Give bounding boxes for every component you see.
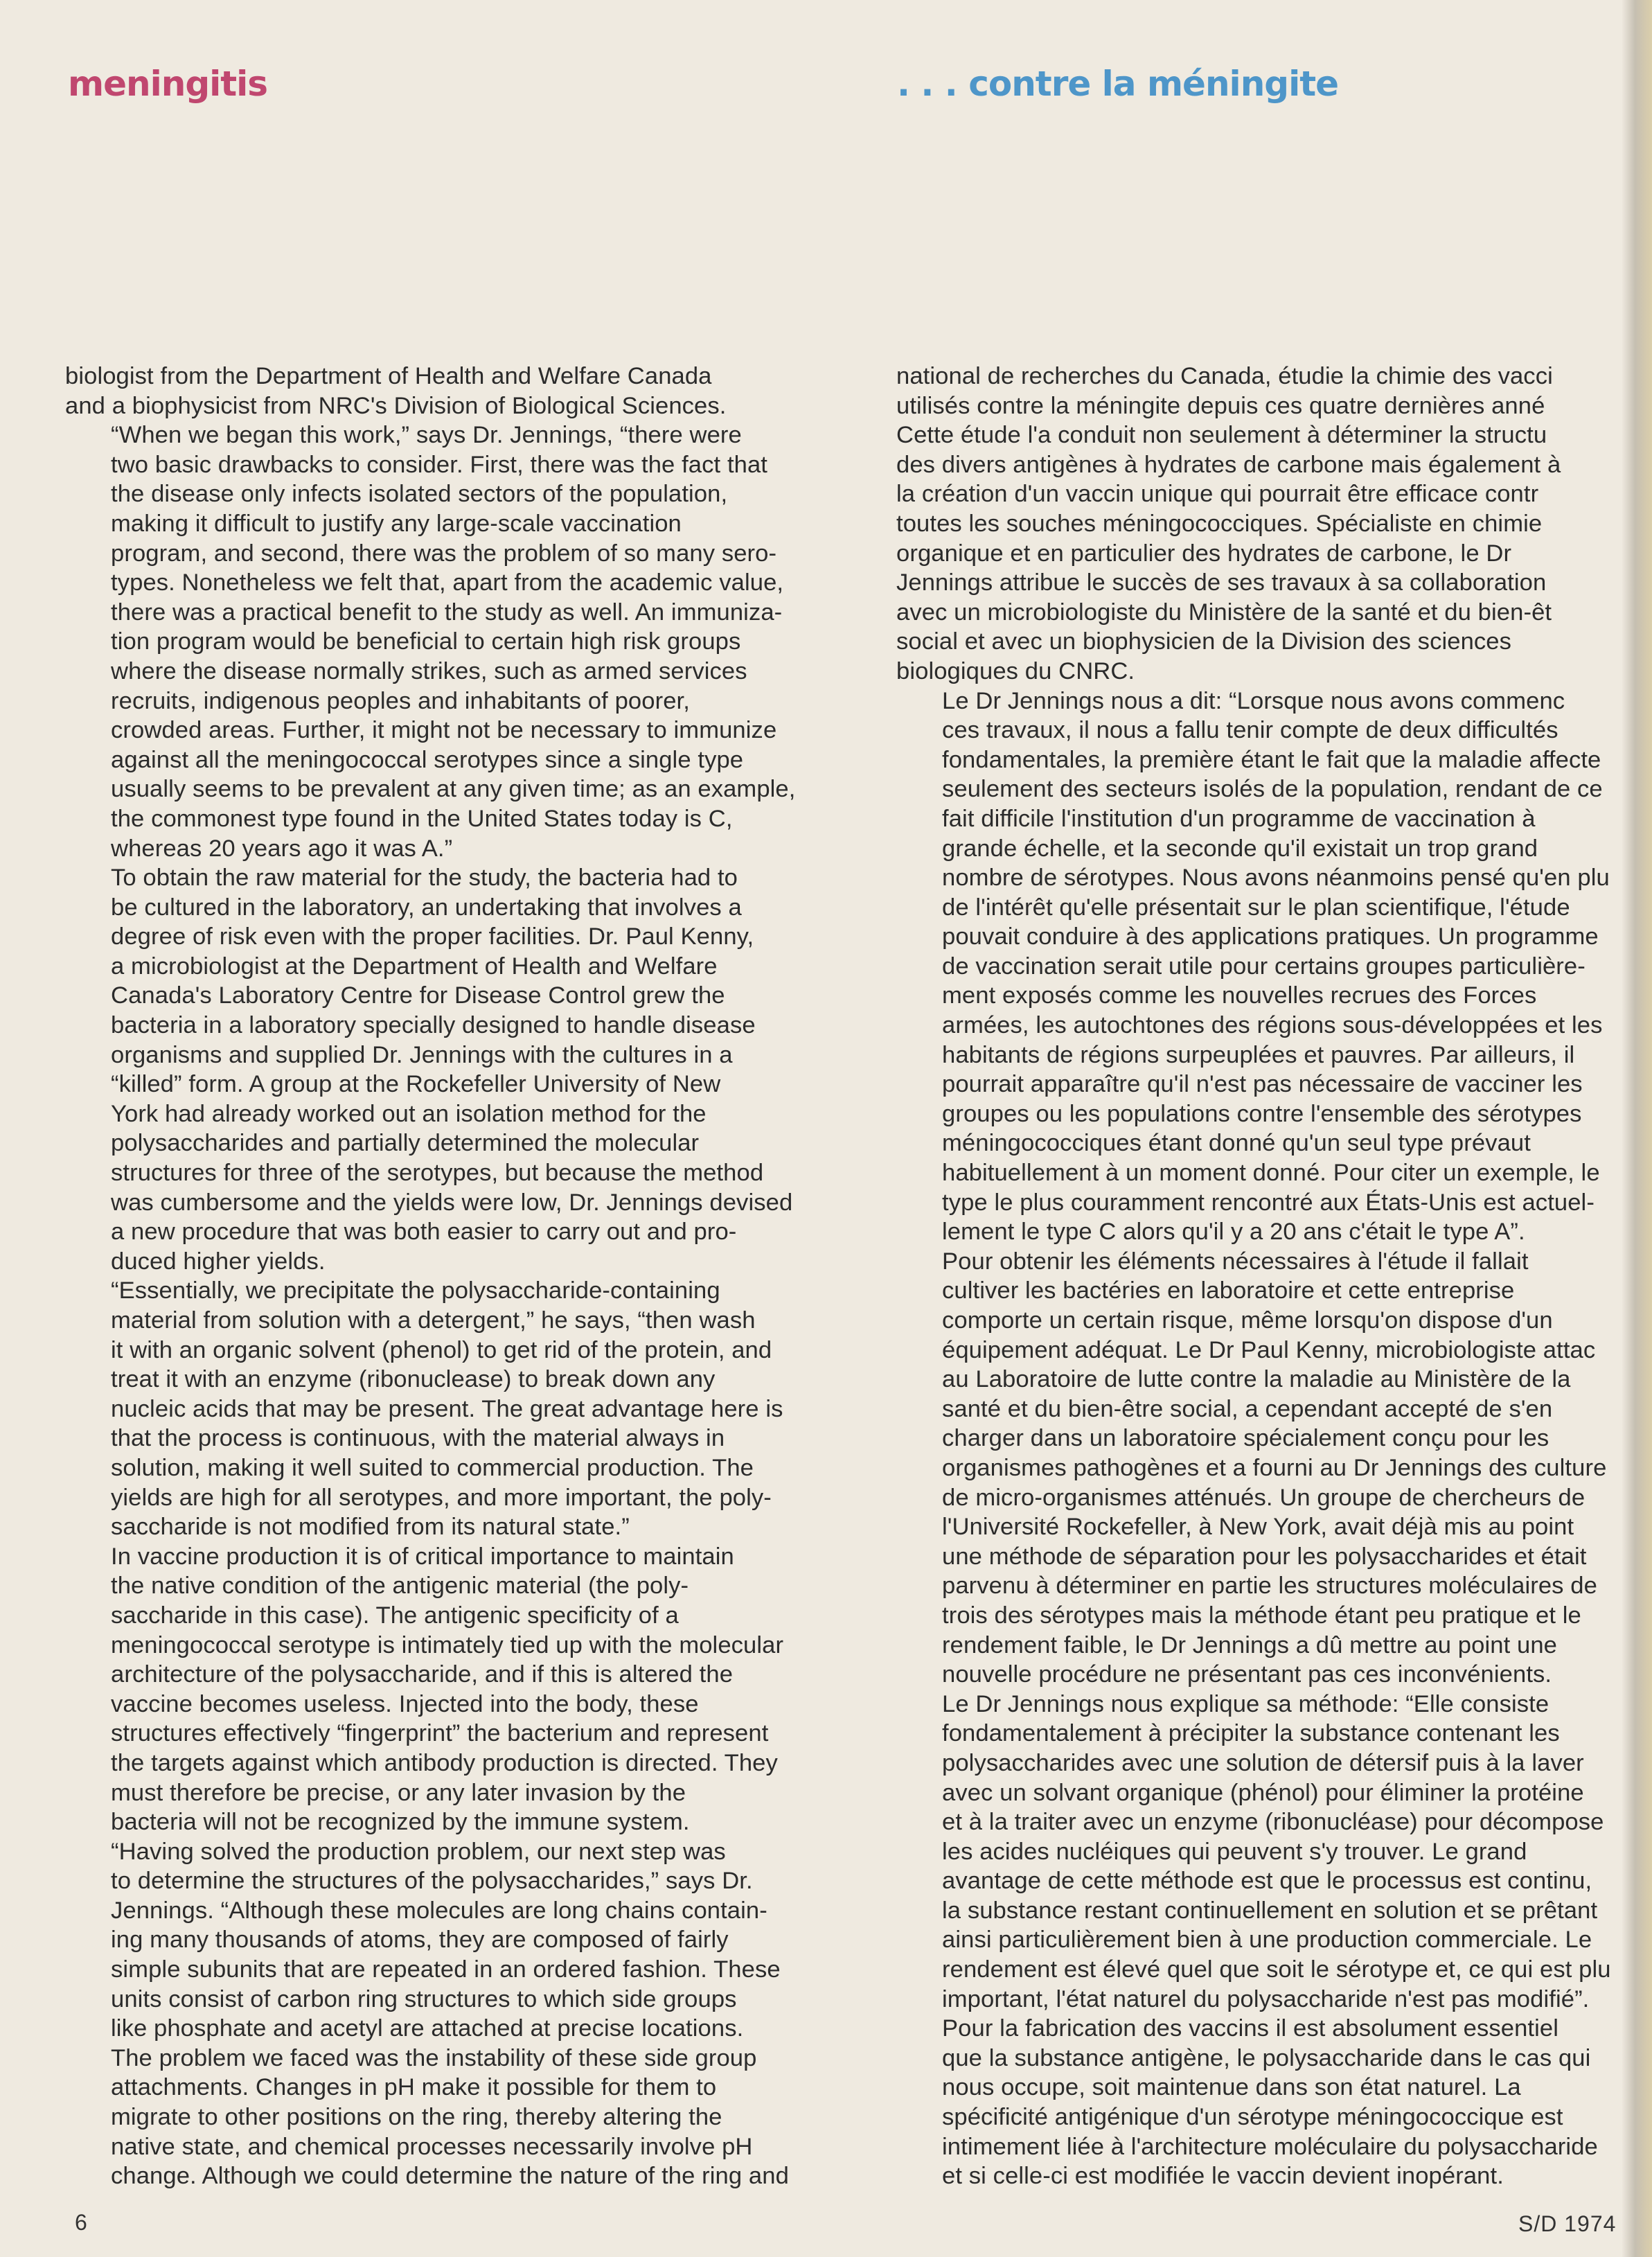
text-line: ainsi particulièrement bien à une production commerciale. Le [942, 1927, 1592, 1954]
article-paragraph [896, 362, 1631, 687]
text-line: change. Although we could determine the nature of the ring and [111, 2163, 789, 2190]
text-line: important, l'état naturel du polysaccharide n'est pas modifié”. [942, 1985, 1590, 2012]
text-line: spécificité antigénique d'un sérotype méningococcique est [942, 2104, 1563, 2131]
text-line: nous occupe, soit maintenue dans son état naturel. La [942, 2074, 1521, 2101]
text-line: équipement adéquat. Le Dr Paul Kenny, microbiologiste attac [942, 1336, 1596, 1363]
text-line: au Laboratoire de lutte contre la maladie au Ministère de la [942, 1366, 1571, 1393]
text-line: la création d'un vaccin unique qui pourrait être efficace contr [896, 481, 1539, 508]
text-line: fondamentales, la première étant le fait que la maladie affecte [942, 746, 1601, 773]
english-article-column [65, 362, 851, 2191]
text-line: santé et du bien-être social, a cependant accepté de s'en [942, 1395, 1553, 1422]
text-line: crowded areas. Further, it might not be necessary to immunize [111, 717, 777, 744]
text-line: attachments. Changes in pH make it possible for them to [111, 2074, 717, 2101]
text-line: avantage de cette méthode est que le processus est continu, [942, 1868, 1592, 1895]
text-line: pourrait apparaître qu'il n'est pas nécessaire de vacciner les [942, 1071, 1583, 1098]
text-line: simple subunits that are repeated in an ordered fashion. These [111, 1956, 781, 1983]
text-line: where the disease normally strikes, such as armed services [111, 657, 747, 684]
text-line: solution, making it well suited to commercial production. The [111, 1454, 754, 1481]
text-line: polysaccharides avec une solution de détersif puis à la laver [942, 1749, 1584, 1776]
text-line: Pour la fabrication des vaccins il est absolument essentiel [942, 2015, 1559, 2042]
text-line: two basic drawbacks to consider. First, there was the fact that [111, 451, 768, 478]
text-line: fondamentalement à précipiter la substance contenant les [942, 1720, 1560, 1747]
text-line: yields are high for all serotypes, and more important, the poly- [111, 1484, 772, 1511]
text-line: type le plus couramment rencontré aux États-Unis est actuel- [942, 1189, 1595, 1216]
text-line: national de recherches du Canada, étudie la chimie des vacci [896, 363, 1553, 389]
text-line: native state, and chemical processes necessarily involve pH [111, 2133, 753, 2160]
text-line: seulement des secteurs isolés de la population, rendant de ce [942, 776, 1603, 803]
text-line: treat it with an enzyme (ribonuclease) to break down any [111, 1366, 716, 1393]
text-line: organisms and supplied Dr. Jennings with the cultures in a [111, 1041, 733, 1068]
text-line: migrate to other positions on the ring, thereby altering the [111, 2104, 722, 2131]
text-line: types. Nonetheless we felt that, apart from the academic value, [111, 569, 784, 596]
text-line: usually seems to be prevalent at any given time; as an example, [111, 776, 796, 803]
text-line: groupes ou les populations contre l'ensemble des sérotypes [942, 1100, 1582, 1127]
text-line: degree of risk even with the proper facilities. Dr. Paul Kenny, [111, 923, 754, 950]
text-line: the disease only infects isolated sectors of the population, [111, 481, 728, 508]
text-line: charger dans un laboratoire spécialement conçu pour les [942, 1425, 1549, 1452]
article-paragraph [896, 687, 1631, 1247]
text-line: to determine the structures of the polysaccharides,” says Dr. [111, 1868, 753, 1895]
text-line: saccharide is not modified from its natural state.” [111, 1514, 630, 1541]
text-line: cultiver les bactéries en laboratoire et cette entreprise [942, 1277, 1515, 1304]
text-line: que la substance antigène, le polysaccharide dans le cas qui [942, 2044, 1591, 2071]
text-line: making it difficult to justify any large-scale vaccination [111, 510, 682, 537]
text-line: organismes pathogènes et a fourni au Dr Jennings des culture [942, 1454, 1607, 1481]
text-line: Cette étude l'a conduit non seulement à déterminer la structu [896, 422, 1547, 449]
text-line: a microbiologist at the Department of Health and Welfare [111, 953, 718, 980]
text-line: de micro-organismes atténués. Un groupe de chercheurs de [942, 1484, 1586, 1511]
text-line: vaccine becomes useless. Injected into the body, these [111, 1690, 699, 1717]
article-paragraph [65, 1276, 851, 1541]
text-line: “killed” form. A group at the Rockefeller University of New [111, 1071, 721, 1098]
page-number: 6 [75, 2210, 87, 2235]
text-line: The problem we faced was the instability of these side group [111, 2044, 757, 2071]
text-line: ces travaux, il nous a fallu tenir compte de deux difficultés [942, 717, 1558, 744]
text-line: bacteria in a laboratory specially designed to handle disease [111, 1012, 756, 1039]
text-line: the targets against which antibody production is directed. They [111, 1749, 778, 1776]
text-line: duced higher yields. [111, 1248, 326, 1275]
text-line: une méthode de séparation pour les polysaccharides et était [942, 1543, 1587, 1570]
text-line: Pour obtenir les éléments nécessaires à l'étude il fallait [942, 1248, 1529, 1275]
text-line: ing many thousands of atoms, they are composed of fairly [111, 1927, 729, 1954]
article-paragraph [65, 362, 851, 421]
text-line: like phosphate and acetyl are attached at precise locations. [111, 2015, 744, 2042]
text-line: toutes les souches méningococciques. Spécialiste en chimie [896, 510, 1543, 537]
text-line: parvenu à déterminer en partie les structures moléculaires de [942, 1573, 1597, 1600]
article-paragraph [65, 863, 851, 1276]
text-line: “When we began this work,” says Dr. Jennings, “there were [111, 422, 742, 449]
text-line: To obtain the raw material for the study, the bacteria had to [111, 865, 738, 892]
text-line: comporte un certain risque, même lorsqu'on dispose d'un [942, 1307, 1553, 1334]
text-line: habitants de régions surpeuplées et pauvres. Par ailleurs, il [942, 1041, 1575, 1068]
text-line: habituellement à un moment donné. Pour citer un exemple, le [942, 1160, 1600, 1187]
text-line: lement le type C alors qu'il y a 20 ans c'était le type A”. [942, 1219, 1525, 1246]
text-line: polysaccharides and partially determined the molecular [111, 1130, 700, 1157]
text-line: bacteria will not be recognized by the immune system. [111, 1809, 690, 1836]
text-line: tion program would be beneficial to certain high risk groups [111, 628, 741, 655]
text-line: de l'intérêt qu'elle présentait sur le plan scientifique, l'étude [942, 894, 1570, 921]
text-line: l'Université Rockefeller, à New York, avait déjà mis au point [942, 1514, 1574, 1541]
text-line: “Having solved the production problem, our next step was [111, 1838, 726, 1865]
article-paragraph [896, 2014, 1631, 2191]
text-line: Le Dr Jennings nous a dit: “Lorsque nous avons commenc [942, 687, 1565, 714]
text-line: recruits, indigenous peoples and inhabitants of poorer, [111, 687, 690, 714]
text-line: the native condition of the antigenic material (the poly- [111, 1573, 689, 1600]
text-line: program, and second, there was the problem of so many sero- [111, 540, 777, 567]
text-line: nucleic acids that may be present. The great advantage here is [111, 1395, 783, 1422]
text-line: Jennings attribue le succès de ses travaux à sa collaboration [896, 569, 1547, 596]
text-line: a new procedure that was both easier to carry out and pro- [111, 1219, 737, 1246]
text-line: Le Dr Jennings nous explique sa méthode: “Elle consiste [942, 1690, 1549, 1717]
text-line: it with an organic solvent (phenol) to get rid of the protein, and [111, 1336, 772, 1363]
text-line: méningococciques étant donné qu'un seul type prévaut [942, 1130, 1531, 1157]
text-line: biologist from the Department of Health and Welfare Canada [65, 363, 712, 389]
section-title-french: . . . contre la méningite [897, 64, 1339, 104]
text-line: York had already worked out an isolation method for the [111, 1100, 707, 1127]
text-line: de vaccination serait utile pour certains groupes particulière- [942, 953, 1586, 980]
text-line: trois des sérotypes mais la méthode étant peu pratique et le [942, 1602, 1581, 1629]
article-paragraph [896, 1690, 1631, 2015]
text-line: nouvelle procédure ne présentant pas ces inconvénients. [942, 1661, 1552, 1688]
issue-date: S/D 1974 [1518, 2211, 1617, 2236]
text-line: architecture of the polysaccharide, and if this is altered the [111, 1661, 734, 1688]
text-line: organique et en particulier des hydrates de carbone, le Dr [896, 540, 1512, 567]
text-line: armées, les autochtones des régions sous-développées et les [942, 1012, 1603, 1039]
text-line: des divers antigènes à hydrates de carbone mais également à [896, 451, 1561, 478]
section-title-english: meningitis [68, 64, 268, 104]
article-paragraph [65, 1837, 851, 2191]
text-line: rendement est élevé quel que soit le sérotype et, ce qui est plu [942, 1956, 1611, 1983]
text-line: grande échelle, et la seconde qu'il existait un trop grand [942, 835, 1538, 862]
text-line: la substance restant continuellement en solution et se prêtant [942, 1897, 1598, 1924]
text-line: against all the meningococcal serotypes since a single type [111, 746, 744, 773]
article-paragraph [65, 1542, 851, 1837]
text-line: whereas 20 years ago it was A.” [111, 835, 453, 862]
text-line: In vaccine production it is of critical importance to maintain [111, 1543, 734, 1570]
text-line: ment exposés comme les nouvelles recrues des Forces [942, 982, 1537, 1009]
text-line: and a biophysicist from NRC's Division of Biological Sciences. [65, 392, 727, 419]
text-line: Jennings. “Although these molecules are long chains contain- [111, 1897, 767, 1924]
text-line: be cultured in the laboratory, an undertaking that involves a [111, 894, 742, 921]
text-line: Canada's Laboratory Centre for Disease Control grew the [111, 982, 725, 1009]
text-line: was cumbersome and the yields were low, Dr. Jennings devised [111, 1189, 793, 1216]
text-line: intimement liée à l'architecture moléculaire du polysaccharide [942, 2133, 1598, 2160]
text-line: units consist of carbon ring structures to which side groups [111, 1985, 737, 2012]
text-line: avec un microbiologiste du Ministère de la santé et du bien-êt [896, 599, 1552, 626]
french-article-column [896, 362, 1631, 2191]
text-line: nombre de sérotypes. Nous avons néanmoins pensé qu'en plu [942, 865, 1610, 892]
text-line: must therefore be precise, or any later invasion by the [111, 1779, 686, 1806]
text-line: rendement faible, le Dr Jennings a dû mettre au point une [942, 1631, 1557, 1658]
text-line: fait difficile l'institution d'un programme de vaccination à [942, 805, 1536, 832]
text-line: social et avec un biophysicien de la Division des sciences [896, 628, 1512, 655]
text-line: the commonest type found in the United States today is C, [111, 805, 733, 832]
page-binding-shadow [1622, 0, 1652, 2257]
text-line: structures effectively “fingerprint” the bacterium and represent [111, 1720, 769, 1747]
article-paragraph [896, 1247, 1631, 1690]
text-line: biologiques du CNRC. [896, 657, 1135, 684]
article-paragraph [65, 421, 851, 863]
text-line: “Essentially, we precipitate the polysaccharide-containing [111, 1277, 720, 1304]
text-line: et à la traiter avec un enzyme (ribonucléase) pour décompose [942, 1809, 1604, 1836]
text-line: et si celle-ci est modifiée le vaccin devient inopérant. [942, 2163, 1504, 2190]
text-line: material from solution with a detergent,” he says, “then wash [111, 1307, 756, 1334]
text-line: avec un solvant organique (phénol) pour éliminer la protéine [942, 1779, 1584, 1806]
text-line: there was a practical benefit to the study as well. An immuniza- [111, 599, 783, 626]
text-line: pouvait conduire à des applications pratiques. Un programme [942, 923, 1599, 950]
text-line: utilisés contre la méningite depuis ces quatre dernières anné [896, 392, 1545, 419]
text-line: meningococcal serotype is intimately tied up with the molecular [111, 1631, 784, 1658]
text-line: les acides nucléiques qui peuvent s'y trouver. Le grand [942, 1838, 1527, 1865]
text-line: saccharide in this case). The antigenic specificity of a [111, 1602, 679, 1629]
text-line: structures for three of the serotypes, but because the method [111, 1160, 764, 1187]
text-line: that the process is continuous, with the material always in [111, 1425, 725, 1452]
